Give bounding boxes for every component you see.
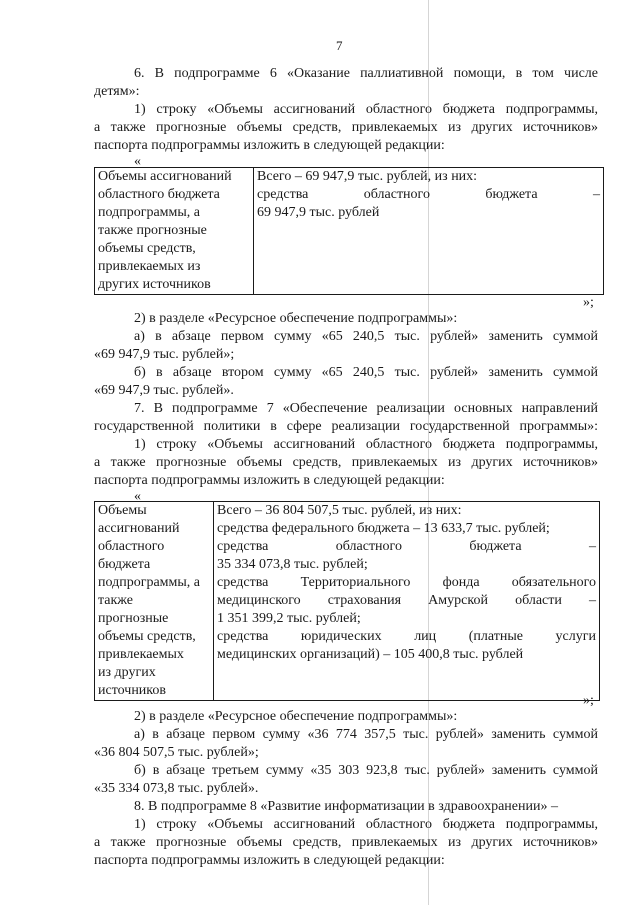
s7-item2a-line1: а) в абзаце первом сумму «36 774 357,5 тыс. рублей» заменить суммой: [134, 727, 598, 742]
s6-right-word: областного: [363, 187, 430, 202]
s7-left-line: подпрограммы, а: [98, 575, 200, 590]
s7-right-total: Всего – 36 804 507,5 тыс. рублей, из них:: [217, 503, 462, 518]
s7-heading-line1: 7. В подпрограмме 7 «Обеспечение реализации основных направлений: [134, 401, 598, 416]
s6-right-word: бюджета: [485, 187, 538, 202]
s6-item1-line1: 1) строку «Объемы ассигнований областного бюджета подпрограммы,: [134, 102, 598, 117]
s6-item2b-line2: «69 947,9 тыс. рублей».: [94, 383, 234, 398]
s7-left-line: привлекаемых: [98, 647, 184, 662]
s7-right-federal: средства федерального бюджета – 13 633,7 тыс. рублей;: [217, 521, 550, 536]
s7-table-left-cell: [95, 502, 214, 701]
s8-item1-line3: паспорта подпрограммы изложить в следующей редакции:: [94, 853, 445, 868]
s7-right-word: –: [588, 539, 596, 554]
s6-left-line: Объемы ассигнований: [98, 169, 232, 184]
s6-right-word: –: [592, 187, 600, 202]
s7-item2: 2) в разделе «Ресурсное обеспечение подпрограммы»:: [134, 709, 458, 724]
s7-left-line: ассигнований: [98, 521, 180, 536]
s6-item2a-line1: а) в абзаце первом сумму «65 240,5 тыс. рублей» заменить суммой: [134, 329, 598, 344]
s7-right-word: областного: [335, 539, 402, 554]
s7-right-fund-line2: медицинского страхования Амурской области –: [217, 593, 596, 608]
s7-left-line: объемы средств,: [98, 629, 196, 644]
s7-quote-close: »;: [583, 693, 594, 708]
s7-right-fund-line1: средства Территориального фонда обязательного: [217, 575, 596, 590]
s6-left-line: подпрограммы, а: [98, 205, 200, 220]
s7-left-line: также: [98, 593, 134, 608]
s6-right-word: средства: [257, 187, 309, 202]
s7-left-line: прогнозные: [98, 611, 169, 626]
s7-left-line: областного: [98, 539, 165, 554]
s7-left-line: источников: [98, 683, 167, 698]
s7-right-regional: [217, 538, 596, 556]
s7-quote-open: «: [134, 489, 141, 504]
s7-right-regional-amount: 35 334 073,8 тыс. рублей;: [217, 557, 368, 572]
s7-item1-line2: а также прогнозные объемы средств, привлекаемых из других источников»: [94, 455, 598, 470]
s6-left-line: объемы средств,: [98, 241, 196, 256]
s7-right-spacer: [217, 682, 596, 700]
s6-table-left-cell: [95, 168, 254, 295]
s6-item2a-line2: «69 947,9 тыс. рублей»;: [94, 347, 235, 362]
s6-right-total: Всего – 69 947,9 тыс. рублей, из них:: [257, 169, 478, 184]
s6-heading-line1: 6. В подпрограмме 6 «Оказание паллиативной помощи, в том числе: [134, 66, 598, 81]
s7-right-word: средства: [217, 539, 269, 554]
s8-heading: 8. В подпрограмме 8 «Развитие информатизации в здравоохранении» –: [134, 799, 558, 814]
s6-right-amount: 69 947,9 тыс. рублей: [257, 205, 380, 220]
s7-right-legal-line1: средства юридических лиц (платные услуги: [217, 629, 596, 644]
s6-heading-line2: детям»:: [94, 84, 140, 99]
s7-table-right-cell: [214, 502, 600, 701]
s7-item1-line1: 1) строку «Объемы ассигнований областного бюджета подпрограммы,: [134, 437, 598, 452]
s6-quote-close: »;: [583, 295, 594, 310]
s7-right-spacer: [217, 664, 596, 682]
s6-item2b-line1: б) в абзаце втором сумму «65 240,5 тыс. рублей» заменить суммой: [134, 365, 598, 380]
s7-right-fund-amount: 1 351 399,2 тыс. рублей;: [217, 611, 361, 626]
page-number: 7: [336, 38, 343, 53]
s7-left-line: Объемы: [98, 503, 147, 518]
s7-heading-line2: государственной политики в сфере реализации государственной программы»:: [94, 419, 598, 434]
s7-right-word: бюджета: [469, 539, 522, 554]
s7-item1-line3: паспорта подпрограммы изложить в следующей редакции:: [94, 473, 445, 488]
s7-right-legal-line2: медицинских организаций) – 105 400,8 тыс. рублей: [217, 647, 524, 662]
s8-item1-line1: 1) строку «Объемы ассигнований областного бюджета подпрограммы,: [134, 817, 598, 832]
s8-item1-line2: а также прогнозные объемы средств, привлекаемых из других источников»: [94, 835, 598, 850]
s6-item1-line2: а также прогнозные объемы средств, привлекаемых из других источников»: [94, 120, 598, 135]
s6-quote-open: «: [134, 154, 141, 169]
s6-right-line2: [257, 186, 600, 204]
s7-left-line: из других: [98, 665, 156, 680]
s7-left-line: бюджета: [98, 557, 151, 572]
s6-passport-table: [94, 167, 604, 295]
s7-passport-table: [94, 501, 600, 701]
s6-left-line: областного бюджета: [98, 187, 220, 202]
s6-table-right-cell: [254, 168, 604, 295]
s6-item1-line3: паспорта подпрограммы изложить в следующей редакции:: [94, 138, 445, 153]
s6-left-line: также прогнозные: [98, 223, 207, 238]
s7-item2b-line2: «35 334 073,8 тыс. рублей».: [94, 781, 259, 796]
s7-item2b-line1: б) в абзаце третьем сумму «35 303 923,8 тыс. рублей» заменить суммой: [134, 763, 598, 778]
s7-item2a-line2: «36 804 507,5 тыс. рублей»;: [94, 745, 259, 760]
s6-left-line: привлекаемых из: [98, 259, 201, 274]
s6-left-line: других источников: [98, 277, 211, 292]
s6-item2: 2) в разделе «Ресурсное обеспечение подпрограммы»:: [134, 311, 458, 326]
